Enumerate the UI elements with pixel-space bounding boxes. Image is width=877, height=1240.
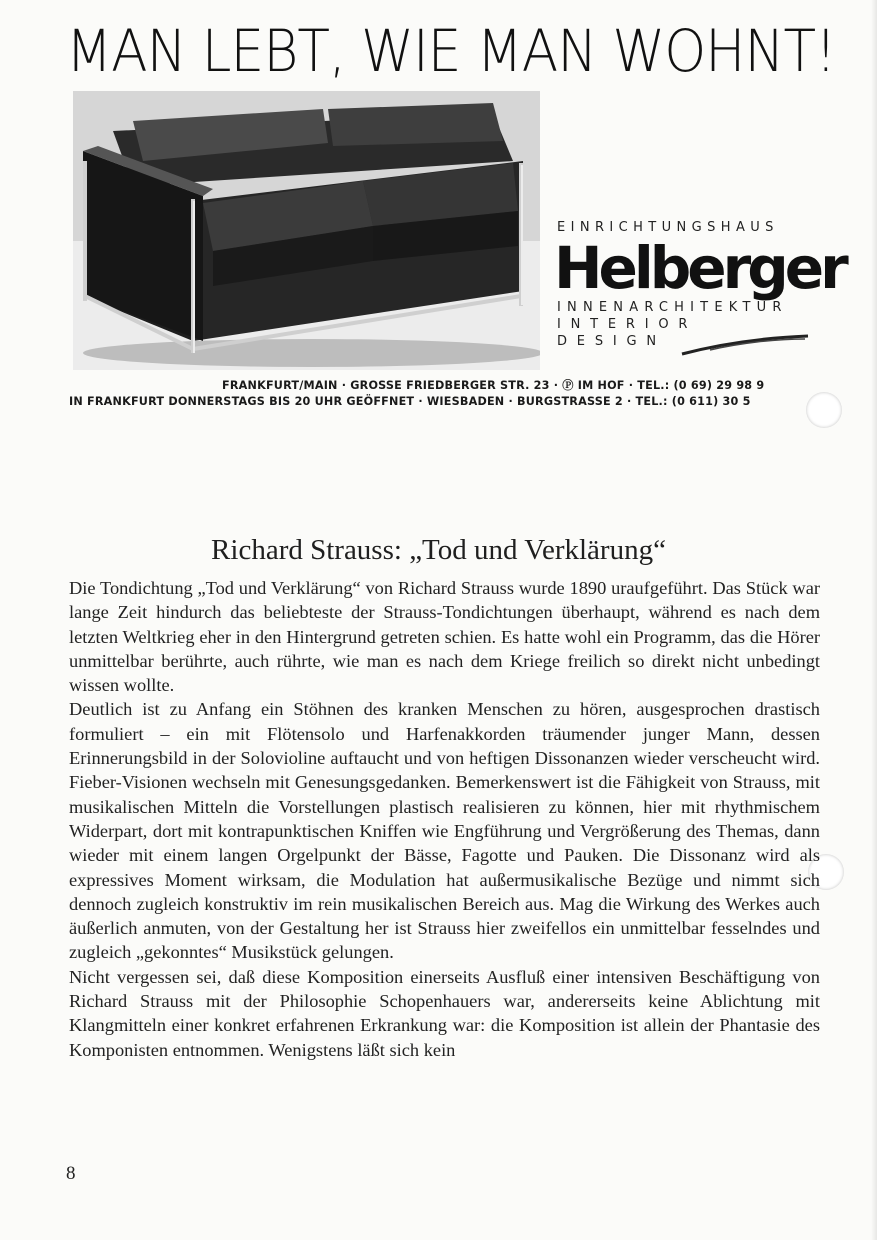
sofa-illustration (73, 91, 540, 370)
ad-brand-block (554, 220, 845, 350)
brand-kicker: EINRICHTUNGSHAUS (557, 220, 779, 235)
article-paragraph: Nicht vergessen sei, daß diese Komposition einerseits Ausfluß einer intensiven Beschäftigung von Richard Strauss mit der Philosophie Schopenhauers war, andererseits keine Ablichtung mit Klangmitteln einer konkret erfahrenen Erkrankung war: die Komposition ist allein der Phantasie des Komponisten entnommen. Wenigstens läßt sich kein (69, 966, 820, 1060)
article-paragraph: Die Tondichtung „Tod und Verklärung“ von Richard Strauss wurde 1890 uraufgeführt. Das Stück war lange Zeit hindurch das beliebteste der Strauss-Tondichtungen überhaupt, während es nach dem letzten Weltkrieg eher in den Hintergrund getreten schien. Es hatte wohl ein Programm, das die Hörer unmittelbar berührte, auch rührte, wie man es nach dem Kriege freilich so direkt nicht unbedingt wissen wollte. (69, 578, 820, 696)
brand-line-innenarchitektur: INNENARCHITEKTUR (557, 300, 788, 315)
ad-address-wiesbaden: IN FRANKFURT DONNERSTAGS BIS 20 UHR GEÖFFNET · WIESBADEN · BURGSTRASSE 2 · TEL.: (0 611) 30 5 (69, 395, 751, 408)
ad-address-frankfurt: FRANKFURT/MAIN · GROSSE FRIEDBERGER STR. 23 · Ⓟ IM HOF · TEL.: (0 69) 29 98 9 (222, 379, 765, 392)
punch-hole-top (806, 392, 842, 428)
article-body (69, 576, 820, 1062)
page-number: 8 (66, 1163, 76, 1184)
sofa-photo (73, 91, 540, 370)
article-title: Richard Strauss: „Tod und Verklärung“ (211, 534, 666, 566)
article-paragraph: Deutlich ist zu Anfang ein Stöhnen des kranken Menschen zu hören, ausgesprochen drastisch formuliert – ein mit Flötensolo und Harfenakkorden träumender junger Mann, dessen Erinnerungsbild in der Solovioline auftaucht und von heftigen Dissonanzen wieder verscheucht wird. Fieber-Visionen wechseln mit Genesungsgedanken. Bemerkenswert ist die Fähigkeit von Strauss, mit musikalischen Mitteln die Vorstellungen plastisch realisieren zu können, hier mit rhythmischem Widerpart, dort mit kontrapunktischen Kniffen wie Engführung und Vergrößerung des Themas, dann wieder mit einem langen Orgelpunkt der Bässe, Fagotte und Pauken. Die Dissonanz wird als expressives Moment wirksam, die Modulation hat außermusikalische Bezüge und nimmt sich dennoch zugleich konstruktiv im rein musikalischen Bereich aus. Mag die Wirkung des Werkes auch äußerlich anmuten, von der Gestaltung her ist Strauss hier zweifellos ein unmittelbar fesselndes und zugleich „gekonntes“ Musikstück gelungen. (69, 699, 820, 963)
ad-headline: MAN LEBT, WIE MAN WOHNT! (66, 17, 836, 85)
page-edge-shadow (871, 0, 877, 1240)
brand-logo: Helberger (554, 234, 845, 302)
signature-swoosh-icon (680, 334, 810, 356)
brand-line-interior-design: INTERIOR DESIGN (557, 317, 698, 349)
